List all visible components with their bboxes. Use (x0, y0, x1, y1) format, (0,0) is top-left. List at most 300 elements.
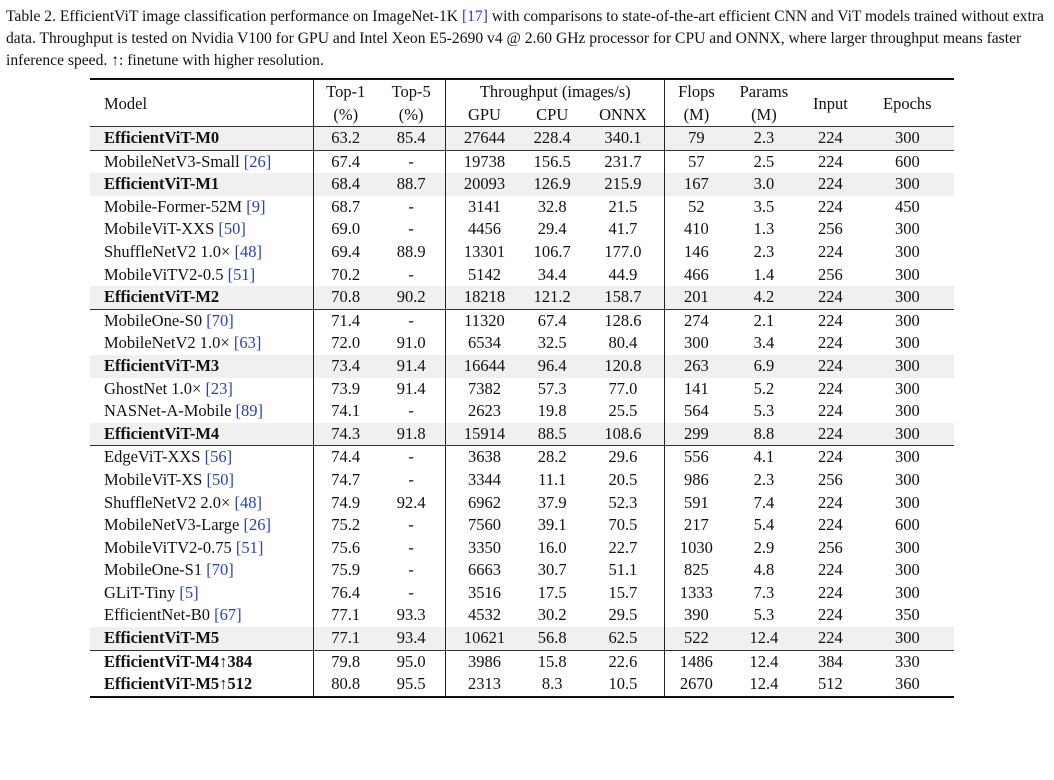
cell-input: 256 (818, 219, 843, 239)
cell-top5: 91.4 (396, 378, 426, 398)
cell-model (90, 218, 314, 241)
model-name: EfficientNet-B0 (104, 605, 215, 625)
cell-onnx: 231.7 (582, 150, 665, 173)
cell-epochs: 300 (861, 355, 954, 378)
cell-top5: 91.4 (377, 355, 446, 378)
cell-epochs: 300 (861, 309, 954, 332)
cell-flops: 79 (665, 127, 728, 151)
table-row (90, 127, 954, 151)
cell-top1: 77.1 (314, 604, 377, 627)
cell-model (90, 423, 314, 446)
model-name: MobileOne-S1 (104, 560, 207, 580)
cell-epochs: 300 (894, 378, 920, 398)
cell-cpu: 126.9 (523, 173, 582, 196)
citation-link[interactable]: [70] (206, 560, 234, 580)
cell-params: 1.3 (753, 219, 775, 239)
cell-gpu: 6962 (446, 492, 523, 515)
cell-model (90, 150, 314, 173)
cell-gpu: 11320 (446, 309, 523, 332)
cell-onnx: 120.8 (582, 355, 665, 378)
model-name: GLiT-Tiny (104, 582, 180, 602)
caption-text: with comparisons to state-of-the-art efficient CNN and ViT models trained without extra data. Throughput is tested on Nvidia V100 for GPU and Intel Xeon E5-2690 v4 @ 2.60 GHz processor for CPU and ONNX, where larger throughput means faster inference speed. ↑: finetune with higher resolution. (6, 8, 1044, 69)
table-row (90, 604, 954, 627)
cell-params: 7.4 (753, 492, 775, 512)
cell-gpu: 16644 (446, 355, 523, 378)
cell-gpu: 3350 (446, 537, 523, 560)
caption-prefix: Table 2. EfficientViT image classification performance on ImageNet-1K (6, 8, 462, 25)
cell-gpu: 4532 (446, 604, 523, 627)
cell-epochs: 450 (894, 196, 920, 216)
cell-top1: 71.4 (314, 309, 377, 332)
cell-cpu: 34.4 (537, 264, 567, 284)
cell-top1: 73.4 (314, 355, 377, 378)
cell-epochs: 300 (861, 423, 954, 446)
cell-epochs: 300 (894, 582, 920, 602)
cell-flops: 522 (665, 627, 728, 650)
cell-cpu: 30.2 (537, 605, 567, 625)
citation-link[interactable]: [50] (206, 469, 234, 489)
cell-top1: 75.9 (314, 559, 377, 582)
cell-model (90, 514, 314, 537)
cell-input: 224 (800, 173, 860, 196)
cell-top5: 91.8 (377, 423, 446, 446)
table-row (90, 196, 954, 219)
model-name: ShuffleNetV2 1.0× (104, 241, 235, 261)
cell-model (90, 241, 314, 264)
citation-link[interactable]: [51] (227, 264, 256, 284)
cell-top5: - (408, 264, 414, 284)
cell-onnx: 10.5 (582, 673, 665, 697)
cell-top1: 74.4 (314, 446, 377, 469)
cell-model (90, 264, 314, 287)
cell-model (90, 582, 314, 605)
cell-cpu: 56.8 (523, 627, 582, 650)
cell-params: 2.3 (753, 241, 775, 261)
cell-onnx: 158.7 (582, 286, 665, 309)
cell-input: 224 (800, 423, 860, 446)
cell-top5: - (408, 401, 414, 421)
cell-onnx: 44.9 (608, 264, 638, 284)
cell-input: 224 (818, 560, 843, 580)
cell-top5: - (408, 196, 414, 216)
cell-onnx: 52.3 (608, 492, 638, 512)
header-input: Input (800, 79, 860, 127)
cell-onnx: 20.5 (608, 469, 638, 489)
cell-onnx: 29.5 (608, 605, 638, 625)
cell-onnx: 215.9 (582, 173, 665, 196)
model-name: EfficientViT-M4↑384 (104, 651, 253, 671)
cell-model (90, 537, 314, 560)
cell-flops: 299 (665, 423, 728, 446)
table-caption (6, 6, 1046, 72)
model-name: EdgeViT-XXS (104, 447, 205, 467)
header-top1-unit: (%) (314, 103, 377, 127)
citation-link[interactable]: [51] (235, 537, 264, 557)
cell-flops: 390 (665, 604, 728, 627)
cell-onnx: 51.1 (608, 560, 638, 580)
cell-top5: - (377, 150, 446, 173)
citation-link[interactable]: [70] (206, 310, 234, 330)
cell-top5: 88.9 (396, 241, 426, 261)
cell-top5: 90.2 (377, 286, 446, 309)
cell-flops: 825 (665, 559, 728, 582)
header-params-unit: (M) (751, 105, 777, 124)
table-row (90, 650, 954, 673)
cell-input: 384 (800, 650, 860, 673)
model-name: MobileViT-XS (104, 469, 207, 489)
cell-gpu: 3141 (446, 196, 523, 219)
cell-top5: 93.3 (396, 605, 426, 625)
table-row (90, 673, 954, 697)
cell-flops: 300 (665, 332, 728, 355)
header-flops: Flops (665, 79, 728, 103)
table-row (90, 582, 954, 605)
citation-link[interactable]: [48] (234, 241, 262, 261)
cell-gpu: 3516 (446, 582, 523, 605)
cell-top1: 74.9 (314, 492, 377, 515)
cell-params: 2.1 (728, 309, 801, 332)
cell-gpu: 7382 (446, 378, 523, 401)
cell-cpu: 228.4 (523, 127, 582, 151)
citation-link[interactable]: [67] (214, 605, 242, 625)
cell-params: 12.4 (728, 673, 801, 697)
cell-gpu: 6663 (446, 559, 523, 582)
cell-top5: 95.5 (377, 673, 446, 697)
cell-model (90, 355, 314, 378)
cell-onnx: 22.7 (608, 537, 638, 557)
header-model: Model (90, 79, 314, 127)
table-row (90, 355, 954, 378)
cell-input: 224 (818, 196, 843, 216)
cell-top5: - (408, 582, 414, 602)
cell-gpu: 5142 (446, 264, 523, 287)
cell-gpu: 3638 (446, 446, 523, 469)
cell-epochs: 300 (894, 401, 920, 421)
cell-params: 8.8 (728, 423, 801, 446)
cell-flops: 52 (665, 196, 728, 219)
cell-epochs: 300 (894, 241, 920, 261)
cell-top1: 76.4 (314, 582, 377, 605)
cell-top1: 70.2 (314, 264, 377, 287)
table-row (90, 446, 954, 469)
model-name: EfficientViT-M4 (104, 423, 220, 443)
cell-input: 256 (818, 264, 843, 284)
cell-top5: - (377, 446, 446, 469)
cell-top1: 80.8 (314, 673, 377, 697)
cell-top1: 63.2 (314, 127, 377, 151)
header-params: Params (728, 79, 801, 103)
cell-gpu: 20093 (446, 173, 523, 196)
cell-input: 224 (818, 241, 843, 261)
cell-params: 5.2 (753, 378, 775, 398)
cell-top5: 91.0 (396, 333, 426, 353)
cell-top5: - (408, 560, 414, 580)
cell-input: 256 (818, 537, 843, 557)
cell-cpu: 106.7 (533, 241, 571, 261)
model-name: MobileNetV2 1.0× (104, 333, 234, 353)
cell-cpu: 57.3 (537, 378, 567, 398)
cell-params: 3.0 (728, 173, 801, 196)
model-name: EfficientViT-M1 (104, 174, 220, 194)
citation-link[interactable]: [48] (234, 492, 262, 512)
model-name: MobileViT-XXS (104, 219, 219, 239)
cell-gpu: 3344 (446, 469, 523, 492)
header-epochs: Epochs (861, 79, 954, 127)
results-table (90, 78, 954, 698)
table-row (90, 332, 954, 355)
header-cpu: CPU (536, 105, 569, 124)
cell-cpu: 32.8 (537, 196, 567, 216)
cell-epochs: 350 (894, 605, 920, 625)
header-top5: Top-5 (377, 79, 446, 103)
cell-cpu: 17.5 (537, 582, 567, 602)
cell-input: 224 (800, 127, 860, 151)
cell-top1: 79.8 (314, 650, 377, 673)
cell-epochs: 300 (894, 560, 920, 580)
cell-model (90, 127, 314, 151)
table-row (90, 514, 954, 537)
model-name: MobileNetV3-Small (104, 151, 244, 171)
cell-model (90, 286, 314, 309)
cell-top1: 69.0 (314, 218, 377, 241)
caption-citation-link[interactable]: [17] (461, 8, 488, 25)
cell-cpu: 96.4 (523, 355, 582, 378)
cell-onnx: 108.6 (582, 423, 665, 446)
cell-model (90, 309, 314, 332)
cell-onnx: 128.6 (582, 309, 665, 332)
cell-gpu: 4456 (446, 218, 523, 241)
cell-flops: 1030 (665, 537, 728, 560)
cell-top1: 72.0 (314, 332, 377, 355)
cell-epochs: 300 (861, 127, 954, 151)
cell-cpu: 29.4 (537, 219, 567, 239)
cell-epochs: 600 (861, 150, 954, 173)
citation-link[interactable]: [5] (179, 582, 199, 602)
citation-link[interactable]: [89] (235, 401, 264, 421)
citation-link[interactable]: [26] (243, 515, 271, 535)
table-row (90, 492, 954, 515)
cell-flops: 146 (665, 241, 728, 264)
cell-epochs: 300 (894, 537, 920, 557)
cell-top5: 92.4 (396, 492, 426, 512)
citation-link[interactable]: [9] (246, 196, 266, 216)
model-name: EfficientViT-M2 (104, 287, 220, 307)
cell-epochs: 300 (861, 627, 954, 650)
cell-cpu: 8.3 (523, 673, 582, 697)
table-header (90, 79, 954, 127)
model-name: MobileNetV3-Large (104, 515, 244, 535)
table-row (90, 218, 954, 241)
cell-input: 224 (818, 378, 843, 398)
table-row (90, 378, 954, 401)
cell-model (90, 196, 314, 219)
cell-onnx: 340.1 (582, 127, 665, 151)
cell-onnx: 29.6 (582, 446, 665, 469)
cell-onnx: 77.0 (608, 378, 638, 398)
cell-gpu: 6534 (446, 332, 523, 355)
cell-flops: 217 (665, 514, 728, 537)
cell-onnx: 25.5 (608, 401, 638, 421)
cell-params: 4.2 (728, 286, 801, 309)
cell-params: 2.3 (753, 469, 775, 489)
cell-cpu: 16.0 (537, 537, 567, 557)
cell-cpu: 39.1 (537, 515, 567, 535)
cell-input: 224 (818, 492, 843, 512)
cell-cpu: 37.9 (537, 492, 567, 512)
cell-model (90, 173, 314, 196)
model-name: NASNet-A-Mobile (104, 401, 236, 421)
cell-flops: 564 (665, 400, 728, 423)
cell-flops: 1486 (665, 650, 728, 673)
cell-onnx: 15.7 (608, 582, 638, 602)
cell-flops: 986 (665, 469, 728, 492)
cell-params: 3.4 (753, 333, 775, 353)
cell-flops: 141 (665, 378, 728, 401)
citation-link[interactable]: [26] (243, 151, 272, 171)
table-row (90, 627, 954, 650)
model-name: MobileViTV2-0.75 (104, 537, 236, 557)
cell-cpu: 11.1 (538, 469, 567, 489)
cell-model (90, 378, 314, 401)
cell-flops: 591 (665, 492, 728, 515)
model-name: MobileOne-S0 (104, 310, 207, 330)
model-name: GhostNet 1.0× (104, 378, 206, 398)
table-row (90, 241, 954, 264)
cell-top5: 93.4 (377, 627, 446, 650)
cell-gpu: 19738 (446, 150, 523, 173)
cell-top5: 88.7 (377, 173, 446, 196)
cell-input: 224 (818, 333, 843, 353)
cell-top1: 70.8 (314, 286, 377, 309)
header-gpu: GPU (446, 103, 523, 127)
cell-gpu: 7560 (446, 514, 523, 537)
cell-flops: 57 (665, 150, 728, 173)
model-name: MobileViTV2-0.5 (104, 264, 228, 284)
citation-link[interactable]: [63] (233, 333, 262, 353)
cell-top1: 74.3 (314, 423, 377, 446)
citation-link[interactable]: [50] (218, 219, 246, 239)
cell-flops: 1333 (665, 582, 728, 605)
citation-link[interactable]: [56] (204, 447, 233, 467)
cell-input: 512 (800, 673, 860, 697)
cell-model (90, 400, 314, 423)
model-name: EfficientViT-M0 (104, 128, 220, 147)
cell-onnx: 80.4 (608, 333, 638, 353)
cell-top5: 85.4 (377, 127, 446, 151)
cell-onnx: 70.5 (608, 515, 638, 535)
cell-onnx: 62.5 (582, 627, 665, 650)
cell-input: 224 (818, 515, 843, 535)
cell-cpu: 156.5 (523, 150, 582, 173)
cell-top5: - (408, 515, 414, 535)
table-row (90, 559, 954, 582)
cell-cpu: 30.7 (537, 560, 567, 580)
cell-input: 256 (818, 469, 843, 489)
model-name: EfficientViT-M5↑512 (104, 674, 253, 694)
cell-flops: 466 (665, 264, 728, 287)
cell-top1: 69.4 (314, 241, 377, 264)
cell-epochs: 300 (894, 264, 920, 284)
table-row (90, 469, 954, 492)
cell-onnx: 22.6 (582, 650, 665, 673)
cell-model (90, 469, 314, 492)
cell-input: 224 (818, 401, 843, 421)
cell-epochs: 300 (894, 469, 920, 489)
cell-input: 224 (800, 355, 860, 378)
cell-params: 6.9 (728, 355, 801, 378)
header-throughput: Throughput (images/s) (446, 79, 665, 103)
cell-flops: 410 (665, 218, 728, 241)
cell-epochs: 300 (894, 333, 920, 353)
model-name: EfficientViT-M5 (104, 628, 220, 648)
cell-cpu: 19.8 (537, 401, 567, 421)
header-onnx: ONNX (599, 105, 647, 124)
cell-input: 224 (800, 286, 860, 309)
header-top1: Top-1 (314, 79, 377, 103)
cell-gpu: 2313 (446, 673, 523, 697)
cell-top1: 68.4 (314, 173, 377, 196)
cell-top1: 75.6 (314, 537, 377, 560)
cell-params: 1.4 (753, 264, 775, 284)
cell-cpu: 67.4 (523, 309, 582, 332)
table-body (90, 127, 954, 697)
cell-params: 4.1 (728, 446, 801, 469)
cell-input: 224 (800, 150, 860, 173)
citation-link[interactable]: [23] (205, 378, 233, 398)
cell-epochs: 300 (861, 446, 954, 469)
cell-params: 7.3 (753, 582, 775, 602)
table-row (90, 423, 954, 446)
cell-input: 224 (800, 309, 860, 332)
cell-model (90, 446, 314, 469)
cell-cpu: 15.8 (523, 650, 582, 673)
table-row (90, 400, 954, 423)
cell-epochs: 600 (894, 515, 920, 535)
cell-top5: - (408, 537, 414, 557)
cell-model (90, 650, 314, 673)
cell-onnx: 41.7 (608, 219, 638, 239)
model-name: ShuffleNetV2 2.0× (104, 492, 235, 512)
cell-params: 2.3 (728, 127, 801, 151)
cell-epochs: 300 (861, 286, 954, 309)
cell-model (90, 673, 314, 697)
cell-flops: 2670 (665, 673, 728, 697)
cell-top1: 77.1 (314, 627, 377, 650)
cell-model (90, 559, 314, 582)
table-row (90, 537, 954, 560)
cell-flops: 274 (665, 309, 728, 332)
cell-top5: - (377, 309, 446, 332)
cell-input: 224 (800, 627, 860, 650)
cell-gpu: 13301 (446, 241, 523, 264)
cell-top1: 74.1 (314, 400, 377, 423)
cell-params: 2.5 (728, 150, 801, 173)
table-row (90, 286, 954, 309)
cell-flops: 167 (665, 173, 728, 196)
cell-top5: - (408, 219, 414, 239)
model-name: Mobile-Former-52M (104, 196, 247, 216)
cell-input: 224 (818, 582, 843, 602)
cell-cpu: 121.2 (523, 286, 582, 309)
cell-params: 4.8 (753, 560, 775, 580)
cell-top1: 75.2 (314, 514, 377, 537)
table-row (90, 264, 954, 287)
cell-gpu: 27644 (446, 127, 523, 151)
cell-epochs: 330 (861, 650, 954, 673)
cell-params: 5.4 (753, 515, 775, 535)
cell-top1: 74.7 (314, 469, 377, 492)
cell-epochs: 360 (861, 673, 954, 697)
